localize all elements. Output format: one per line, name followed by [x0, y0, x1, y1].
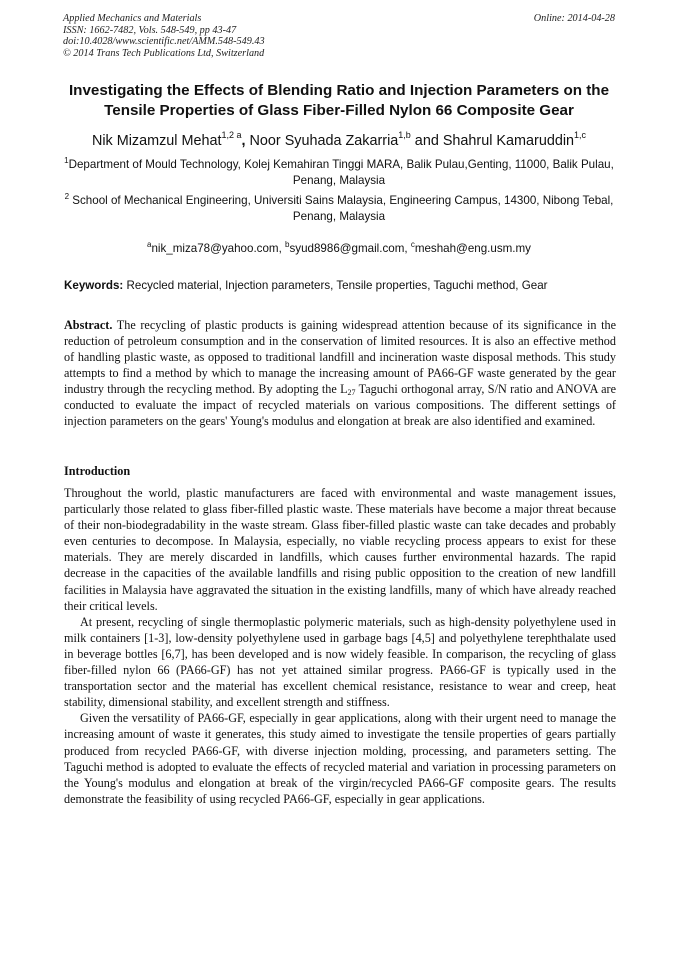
- abstract: [64, 317, 616, 429]
- author-name: Shahrul Kamaruddin: [442, 133, 575, 149]
- affiliation-1: [58, 157, 620, 189]
- section-heading-introduction: Introduction: [64, 464, 131, 478]
- author-emails: [40, 241, 638, 256]
- email-mark: c: [410, 240, 415, 249]
- author-affiliation-mark: 1,b: [398, 130, 411, 140]
- email-link[interactable]: syud8986@gmail.com,: [289, 242, 411, 255]
- keywords-line: [64, 278, 618, 293]
- affiliation-text: Department of Mould Technology, Kolej Kemahiran Tinggi MARA, Balik Pulau,Genting, 11000, Balik Pulau, Penang, Malaysia: [68, 158, 614, 187]
- author-name: Nik Mizamzul Mehat: [91, 133, 222, 149]
- body-paragraph: Given the versatility of PA66-GF, especially in gear applications, along with their urgent need to manage the increasing amount of waste it generates, this study aimed to investigate the tensile properties of gears partially produced from recycled PA66-GF, with diverse injection molding, processing, and parameters setting. The Taguchi method is adopted to evaluate the effects of recycled material and variation in processing parameters on the Young's modulus and elongation at break of the virgin/recycled PA66-GF composite gears. The results demonstrate the feasibility of using recycled PA66-GF, especially in gear applications.: [64, 711, 616, 806]
- body-paragraph: At present, recycling of single thermoplastic polymeric materials, such as high-density polyethylene used in milk containers [1-3], low-density polyethylene used in garbage bags [4,5] and polyethylene terephthalate used in beverage bottles [6,7], has been developed and is now widely feasible. In comparison, the recycling of glass fiber-filled nylon 66 (PA66-GF) has not yet attained similar progress. PA66-GF is typically used in the transportation sector and the material has excellent chemical resistance, resistance to wear and creep, heat stability, dimensional stability, and excellent strength and stiffness.: [64, 614, 616, 710]
- journal-header: [63, 13, 615, 59]
- abstract-subscript: 27: [347, 388, 356, 397]
- author-list: [40, 132, 638, 150]
- affiliation-text: School of Mechanical Engineering, Universiti Sains Malaysia, Engineering Campus, 14300, Nibong Tebal, Penang, Malaysia: [69, 194, 614, 223]
- introduction-body: [64, 485, 616, 807]
- abstract-text: The recycling of plastic products is gaining widespread attention because of its significance in the reduction of petroleum consumption and in the conservation of limited resources. It is also an effective method of handling plastic waste, as opposed to traditional landfill and incineration waste disposal methods. This study attempts to find a method by which to manage the increasing amount of PA66-GF waste generated by the gear industry through the recycling method. By adopting the L: [64, 318, 616, 396]
- body-paragraph: Throughout the world, plastic manufacturers are faced with environmental and waste management issues, particularly those related to glass fiber-filled plastic waste. These materials have become a major threat because of their non-biodegradability in the waste stream. Glass fiber-filled plastic waste can take decades and probably even centuries to decompose. In Malaysia, especially, no viable recycling process appears to exist for these materials. They are merely discarded in landfills, which causes further environmental hazards. The rapid decrease in the capacities of the available landfills and rising public opposition to the creation of new landfill facilities in Malaysia have aggravated the situation in the existing landfills, many of which have already reached their critical levels.: [64, 486, 616, 613]
- email-link[interactable]: nik_miza78@yahoo.com,: [151, 242, 286, 255]
- keywords-label: Keywords:: [64, 279, 124, 292]
- author-name: Noor Syuhada Zakarria: [249, 133, 399, 149]
- author-conjunction: and: [410, 133, 443, 149]
- affiliation-2: [58, 193, 620, 225]
- email-mark: a: [147, 240, 152, 249]
- abstract-label: Abstract.: [64, 318, 113, 332]
- online-date: Online: 2014-04-28: [533, 13, 615, 24]
- copyright-line: © 2014 Trans Tech Publications Ltd, Switzerland: [63, 47, 265, 59]
- author-affiliation-mark: 1,2 a: [221, 130, 242, 140]
- email-mark: b: [285, 240, 290, 249]
- author-affiliation-mark: 1,c: [574, 130, 587, 140]
- affiliation-mark: 2: [64, 192, 70, 201]
- abstract-text: Taguchi orthogonal array, S/N ratio and ANOVA are conducted to evaluate the impact of recycled materials on various compositions. The different settings of injection parameters on the gears' Young's modulus and elongation at break are also identified and examined.: [64, 382, 616, 428]
- affiliation-mark: 1: [64, 156, 69, 165]
- paper-title: Investigating the Effects of Blending Ratio and Injection Parameters on the Tensile Properties of Glass Fiber-Filled Nylon 66 Composite Gear: [68, 82, 610, 119]
- email-link[interactable]: meshah@eng.usm.my: [414, 242, 531, 255]
- journal-name: Applied Mechanics and Materials: [63, 13, 202, 24]
- issn-line: ISSN: 1662-7482, Vols. 548-549, pp 43-47: [63, 24, 237, 36]
- doi-line: doi:10.4028/www.scientific.net/AMM.548-549.43: [63, 36, 265, 48]
- keywords-text: Recycled material, Injection parameters, Tensile properties, Taguchi method, Gear: [123, 279, 548, 292]
- author-separator: ,: [241, 133, 250, 149]
